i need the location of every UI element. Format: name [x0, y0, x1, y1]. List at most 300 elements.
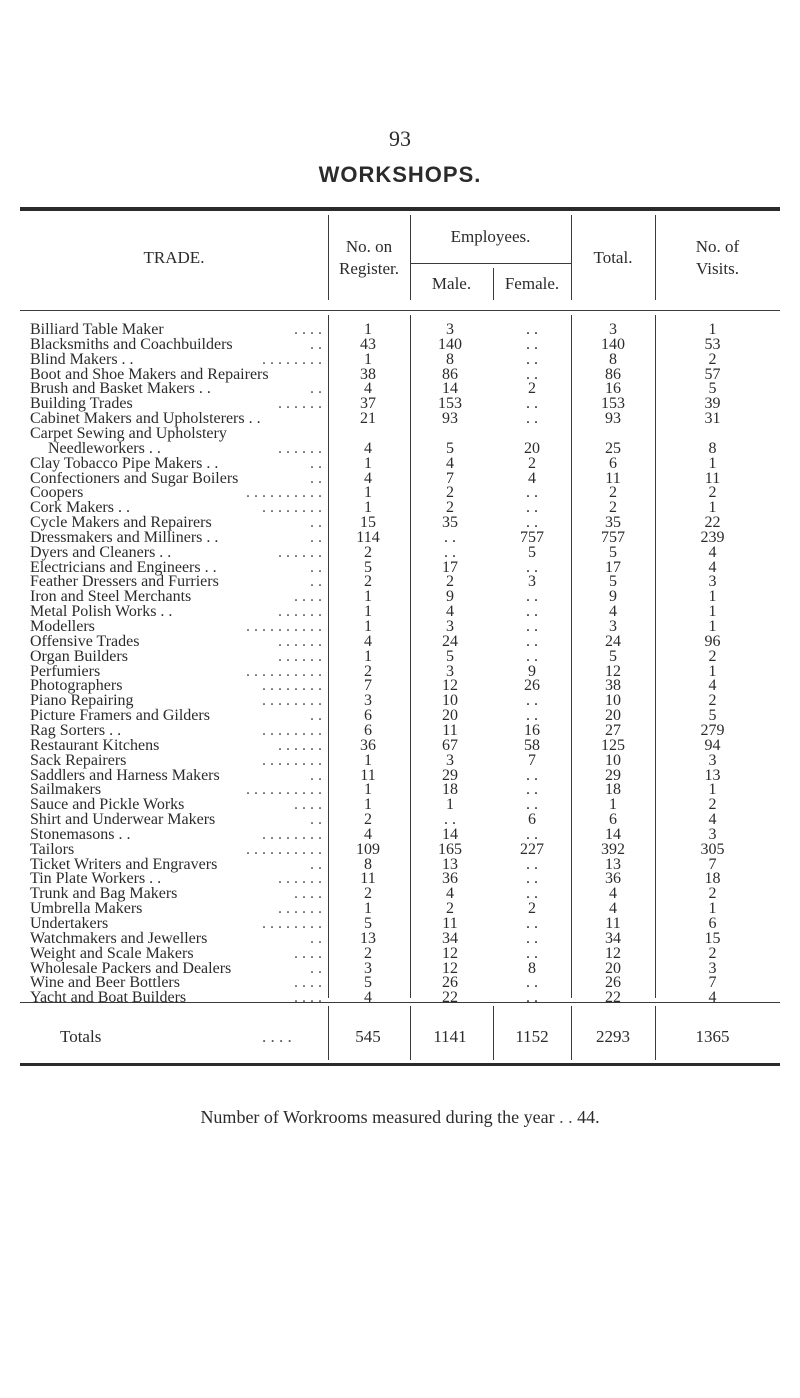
totals-dots: . . . . [262, 1027, 292, 1046]
total-cell: 27 [605, 721, 621, 739]
female-cell: . . [526, 632, 538, 650]
visits-cell: 31 [704, 410, 721, 428]
male-cell: 7 [446, 469, 454, 487]
trade-name: Weight and Scale Makers [30, 944, 194, 962]
register-cell: 4 [364, 632, 372, 650]
leader-dots: . . [310, 528, 322, 546]
leader-dots: . . [310, 573, 322, 591]
header-register [328, 236, 410, 280]
male-cell: 22 [442, 989, 458, 1007]
total-cell: 3 [609, 618, 617, 635]
register-cell: 2 [364, 944, 372, 962]
leader-dots: . . . . . . . . [262, 825, 322, 843]
trade-name: Carpet Sewing and Upholstery [30, 424, 227, 442]
visits-cell: 1 [708, 454, 717, 472]
female-cell: . . [526, 766, 538, 784]
leader-dots: . . . . [294, 944, 322, 962]
register-cell: 2 [364, 543, 372, 561]
workrooms-note [0, 1107, 800, 1128]
male-cell: 3 [446, 662, 454, 680]
male-cell: 20 [442, 707, 458, 725]
total-cell: 25 [605, 439, 621, 457]
visits-cell: 1 [708, 781, 717, 799]
visits-cell: 1 [708, 499, 717, 517]
visits-cell: 1 [708, 662, 717, 680]
leader-dots: . . [310, 469, 322, 487]
register-cell: 1 [364, 588, 372, 606]
register-cell: 11 [360, 870, 376, 888]
totals-register: 545 [355, 1027, 381, 1046]
female-cell: . . [526, 796, 538, 814]
leader-dots: . . . . . . [278, 395, 322, 413]
register-cell: 2 [364, 662, 372, 680]
register-cell: 1 [364, 484, 372, 502]
female-cell: . . [526, 365, 538, 383]
leader-dots: . . . . . . [278, 900, 322, 918]
male-cell: . . [444, 543, 456, 561]
total-cell: 16 [605, 380, 621, 398]
totals-visits: 1365 [695, 1027, 730, 1046]
header-total: Total. [593, 248, 633, 267]
visits-cell: 1 [708, 603, 717, 621]
trade-name: Restaurant Kitchens [30, 736, 160, 754]
female-cell: . . [526, 335, 538, 353]
register-cell: 2 [364, 573, 372, 591]
visits-cell: 5 [708, 380, 717, 398]
male-cell: 3 [446, 751, 454, 769]
page-title: WORKSHOPS. [318, 162, 482, 187]
trade-name: Sailmakers [30, 781, 102, 799]
female-cell: 20 [524, 439, 540, 457]
male-cell: 12 [442, 959, 458, 977]
header-visits-line2: Visits. [696, 259, 739, 278]
male-cell: 3 [446, 618, 454, 635]
male-cell: 18 [442, 781, 458, 799]
visits-cell: 3 [708, 825, 717, 843]
male-cell: 4 [446, 454, 454, 472]
trade-name: Yacht and Boat Builders [30, 989, 187, 1007]
total-cell: 38 [605, 677, 621, 695]
visits-cell: 39 [704, 395, 721, 413]
total-cell: 140 [601, 335, 625, 353]
visits-cell: 1 [708, 900, 717, 918]
register-cell: 7 [364, 677, 372, 695]
total-cell: 86 [605, 365, 621, 383]
male-cell: 14 [442, 380, 458, 398]
header-register-line2: Register. [339, 259, 399, 278]
male-cell: 140 [438, 335, 462, 353]
trade-name: Saddlers and Harness Makers [30, 766, 220, 784]
total-cell: 4 [609, 603, 617, 621]
leader-dots: . . . . [294, 588, 322, 606]
total-cell: 2 [609, 499, 617, 517]
total-cell: 36 [605, 870, 621, 888]
male-cell: 35 [442, 514, 458, 532]
visits-cell: 2 [708, 350, 717, 368]
male-cell: 12 [442, 944, 458, 962]
total-cell: 4 [609, 885, 617, 903]
register-cell: 1 [364, 618, 372, 635]
table-bottom-rule [20, 1063, 780, 1066]
visits-cell: 22 [704, 514, 721, 532]
male-cell: 34 [442, 929, 458, 947]
register-cell: 4 [364, 439, 372, 457]
leader-dots: . . . . . . . . . . [246, 781, 322, 799]
leader-dots: . . . . . . [278, 543, 322, 561]
female-cell: . . [526, 870, 538, 888]
leader-dots: . . . . . . [278, 439, 322, 457]
totals-total: 2293 [596, 1027, 630, 1046]
total-cell: 6 [609, 811, 617, 829]
register-cell: 5 [364, 558, 372, 576]
trade-name: Shirt and Underwear Makers [30, 811, 216, 829]
visits-cell: 11 [704, 469, 721, 487]
header-bottom-rule [20, 310, 780, 311]
visits-cell: 53 [704, 335, 721, 353]
female-cell: . . [526, 707, 538, 725]
total-cell: 26 [605, 974, 621, 992]
leader-dots: . . . . . . . . [262, 721, 322, 739]
workrooms-note-dots: . . [559, 1107, 573, 1127]
total-cell: 13 [605, 855, 621, 873]
visits-cell: 18 [704, 870, 721, 888]
leader-dots: . . . . . . . . . . [246, 484, 322, 502]
leader-dots: . . . . . . . . [262, 350, 322, 368]
male-cell: . . [444, 811, 456, 829]
page-number: 93 [389, 126, 411, 151]
male-cell: 26 [442, 974, 458, 992]
female-cell: . . [526, 350, 538, 368]
trade-name: Feather Dressers and Furriers [30, 573, 219, 591]
male-cell: 9 [446, 588, 454, 606]
trade-name: Sauce and Pickle Works [30, 796, 185, 814]
leader-dots: . . . . [294, 974, 322, 992]
register-cell: 15 [360, 514, 376, 532]
register-cell: 3 [364, 692, 372, 710]
female-cell: . . [526, 855, 538, 873]
visits-cell: 4 [708, 543, 717, 561]
male-cell: 67 [442, 736, 458, 754]
female-cell: . . [526, 321, 538, 338]
register-cell: 8 [364, 855, 372, 873]
trade-name: Watchmakers and Jewellers [30, 929, 208, 947]
female-cell: 757 [520, 528, 544, 546]
visits-cell: 305 [700, 840, 725, 858]
male-cell: 2 [446, 573, 454, 591]
leader-dots: . . . . [294, 885, 322, 903]
female-cell: . . [526, 692, 538, 710]
visits-cell: 2 [708, 484, 717, 502]
trade-name: Wine and Beer Bottlers [30, 974, 180, 992]
total-cell: 5 [609, 647, 617, 665]
leader-dots: . . . . . . [278, 736, 322, 754]
female-cell: 2 [528, 900, 536, 918]
trade-name: Tin Plate Workers . . [30, 870, 162, 888]
male-cell: 29 [442, 766, 458, 784]
visits-cell: 279 [700, 721, 725, 739]
male-cell: 24 [442, 632, 458, 650]
visits-cell: 2 [708, 944, 717, 962]
leader-dots: . . . . . . [278, 632, 322, 650]
male-cell: 36 [442, 870, 458, 888]
leader-dots: . . [310, 380, 322, 398]
trade-name: Tailors [30, 840, 75, 858]
trade-name: Needleworkers . . [48, 439, 161, 457]
leader-dots: . . . . [294, 989, 322, 1007]
male-cell: 5 [446, 647, 454, 665]
trade-name: Rag Sorters . . [30, 721, 122, 739]
register-cell: 1 [364, 900, 372, 918]
male-cell: 4 [446, 603, 454, 621]
male-cell: 3 [446, 321, 454, 338]
total-cell: 9 [609, 588, 617, 606]
female-cell: . . [526, 944, 538, 962]
leader-dots: . . . . . . . . . . [246, 618, 322, 635]
leader-dots: . . . . [294, 321, 322, 338]
male-cell: 1 [446, 796, 454, 814]
register-cell: 11 [360, 766, 376, 784]
female-cell: 6 [528, 811, 536, 829]
register-cell: 1 [364, 499, 372, 517]
trade-name: Dyers and Cleaners . . [30, 543, 172, 561]
visits-cell: 2 [708, 692, 717, 710]
female-cell: 26 [524, 677, 540, 695]
trade-name: Dressmakers and Milliners . . [30, 528, 219, 546]
leader-dots: . . [310, 558, 322, 576]
female-cell: 9 [528, 662, 536, 680]
table-row [0, 989, 800, 1007]
register-cell: 5 [364, 974, 372, 992]
male-cell: 13 [442, 855, 458, 873]
male-cell: 4 [446, 885, 454, 903]
header-visits [655, 236, 780, 280]
leader-dots: . . [310, 855, 322, 873]
trade-name: Stonemasons . . [30, 825, 131, 843]
visits-cell: 7 [708, 974, 717, 992]
leader-dots: . . [310, 959, 322, 977]
total-cell: 5 [609, 543, 617, 561]
male-cell: 10 [442, 692, 458, 710]
trade-name: Confectioners and Sugar Boilers [30, 469, 239, 487]
register-cell: 36 [360, 736, 376, 754]
female-cell: . . [526, 974, 538, 992]
leader-dots: . . [310, 811, 322, 829]
register-cell: 4 [364, 380, 372, 398]
header-trade: TRADE. [143, 248, 205, 267]
leader-dots: . . . . [294, 796, 322, 814]
female-cell: 4 [528, 469, 536, 487]
female-cell: 2 [528, 454, 536, 472]
employees-divider-rule [410, 263, 571, 264]
visits-cell: 5 [708, 707, 717, 725]
female-cell: . . [526, 410, 538, 428]
total-cell: 4 [609, 900, 617, 918]
leader-dots: . . [310, 514, 322, 532]
total-cell: 757 [601, 528, 625, 546]
total-cell: 34 [605, 929, 621, 947]
total-cell: 10 [605, 692, 621, 710]
visits-cell: 239 [700, 528, 725, 546]
register-cell: 1 [364, 796, 372, 814]
visits-cell: 1 [708, 588, 717, 606]
female-cell: . . [526, 989, 538, 1007]
visits-cell: 4 [708, 989, 717, 1007]
total-cell: 14 [605, 825, 621, 843]
trade-name: Coopers [30, 484, 84, 502]
total-cell: 2 [609, 484, 617, 502]
male-cell: 17 [442, 558, 458, 576]
visits-cell: 2 [708, 885, 717, 903]
leader-dots: . . . . . . . . [262, 751, 322, 769]
leader-dots: . . . . . . . . [262, 692, 322, 710]
male-cell: 12 [442, 677, 458, 695]
female-cell: . . [526, 618, 538, 635]
trade-name: Metal Polish Works . . [30, 603, 173, 621]
register-cell: 4 [364, 469, 372, 487]
male-cell: 5 [446, 439, 454, 457]
female-cell: . . [526, 647, 538, 665]
leader-dots: . . . . . . [278, 647, 322, 665]
table-top-rule [20, 207, 780, 211]
leader-dots: . . . . . . . . [262, 915, 322, 932]
total-cell: 18 [605, 781, 621, 799]
female-cell: 3 [528, 573, 536, 591]
female-cell: . . [526, 929, 538, 947]
total-cell: 153 [601, 395, 625, 413]
leader-dots: . . . . . . . . . . [246, 840, 322, 858]
trade-name: Cycle Makers and Repairers [30, 514, 212, 532]
female-cell: . . [526, 499, 538, 517]
male-cell: 93 [442, 410, 458, 428]
visits-cell: 4 [708, 677, 717, 695]
visits-cell: 4 [708, 558, 717, 576]
total-cell: 392 [601, 840, 625, 858]
male-cell: 8 [446, 350, 454, 368]
trade-name: Building Trades [30, 395, 133, 413]
total-cell: 22 [605, 989, 621, 1007]
female-cell: . . [526, 885, 538, 903]
register-cell: 1 [364, 647, 372, 665]
visits-cell: 2 [708, 796, 717, 814]
header-register-line1: No. on [345, 237, 393, 256]
male-cell: 165 [438, 840, 462, 858]
trade-name: Perfumiers [30, 662, 101, 680]
register-cell: 43 [360, 335, 376, 353]
register-cell: 1 [364, 321, 372, 338]
trade-name: Organ Builders [30, 647, 128, 665]
workrooms-note-value: 44. [577, 1107, 600, 1127]
total-cell: 20 [605, 707, 621, 725]
total-cell: 1 [609, 796, 617, 814]
register-cell: 38 [360, 365, 376, 383]
register-cell: 2 [364, 885, 372, 903]
trade-name: Blacksmiths and Coachbuilders [30, 335, 233, 353]
female-cell: . . [526, 484, 538, 502]
total-cell: 12 [605, 944, 621, 962]
trade-name: Offensive Trades [30, 632, 140, 650]
leader-dots: . . [310, 929, 322, 947]
female-cell: . . [526, 603, 538, 621]
visits-cell: 96 [704, 632, 721, 650]
trade-name: Boot and Shoe Makers and Repairers [30, 365, 269, 383]
trade-name: Umbrella Makers [30, 900, 143, 918]
trade-name: Piano Repairing [30, 692, 134, 710]
female-cell: 7 [528, 751, 536, 769]
total-cell: 5 [609, 573, 617, 591]
visits-cell: 15 [704, 929, 721, 947]
register-cell: 5 [364, 915, 372, 932]
male-cell: 14 [442, 825, 458, 843]
female-cell: . . [526, 558, 538, 576]
leader-dots: . . . . . . [278, 870, 322, 888]
female-cell: . . [526, 588, 538, 606]
register-cell: 21 [360, 410, 376, 428]
register-cell: 1 [364, 454, 372, 472]
female-cell: 5 [528, 543, 536, 561]
female-cell: 8 [528, 959, 536, 977]
female-cell: 2 [528, 380, 536, 398]
leader-dots: . . [310, 335, 322, 353]
male-cell: 86 [442, 365, 458, 383]
register-cell: 37 [360, 395, 376, 413]
total-cell: 12 [605, 662, 621, 680]
female-cell: . . [526, 915, 538, 932]
leader-dots: . . . . . . . . . . [246, 662, 322, 680]
male-cell: 11 [442, 915, 458, 932]
trade-name: Cork Makers . . [30, 499, 130, 517]
male-cell: 2 [446, 484, 454, 502]
total-cell: 6 [609, 454, 617, 472]
totals-label: Totals [60, 1027, 102, 1046]
visits-cell: 94 [704, 736, 721, 754]
female-cell: . . [526, 781, 538, 799]
visits-cell: 7 [708, 855, 717, 873]
leader-dots: . . [310, 707, 322, 725]
trade-name: Billiard Table Maker [30, 321, 164, 338]
trade-name: Wholesale Packers and Dealers [30, 959, 232, 977]
header-female: Female. [504, 274, 560, 293]
workrooms-note-text: Number of Workrooms measured during the year [200, 1107, 555, 1127]
visits-cell: 4 [708, 811, 717, 829]
total-cell: 35 [605, 514, 621, 532]
male-cell: 11 [442, 721, 458, 739]
total-cell: 17 [605, 558, 621, 576]
register-cell: 6 [364, 707, 372, 725]
visits-cell: 57 [704, 365, 721, 383]
leader-dots: . . [310, 454, 322, 472]
totals-male: 1141 [433, 1027, 467, 1046]
total-cell: 11 [605, 915, 621, 932]
register-cell: 1 [364, 350, 372, 368]
visits-cell: 6 [708, 915, 717, 932]
trade-name: Undertakers [30, 915, 109, 932]
trade-name: Picture Framers and Gilders [30, 707, 210, 725]
male-cell: 2 [446, 900, 454, 918]
male-cell: . . [444, 528, 456, 546]
header-visits-line1: No. of [695, 237, 740, 256]
register-cell: 114 [356, 528, 380, 546]
total-cell: 93 [605, 410, 621, 428]
trade-name: Modellers [30, 618, 95, 635]
trade-name: Ticket Writers and Engravers [30, 855, 218, 873]
register-cell: 6 [364, 721, 372, 739]
register-cell: 1 [364, 781, 372, 799]
leader-dots: . . . . . . . . [262, 499, 322, 517]
visits-cell: 1 [708, 321, 717, 338]
leader-dots: . . [310, 766, 322, 784]
total-cell: 125 [601, 736, 625, 754]
total-cell: 24 [605, 632, 621, 650]
